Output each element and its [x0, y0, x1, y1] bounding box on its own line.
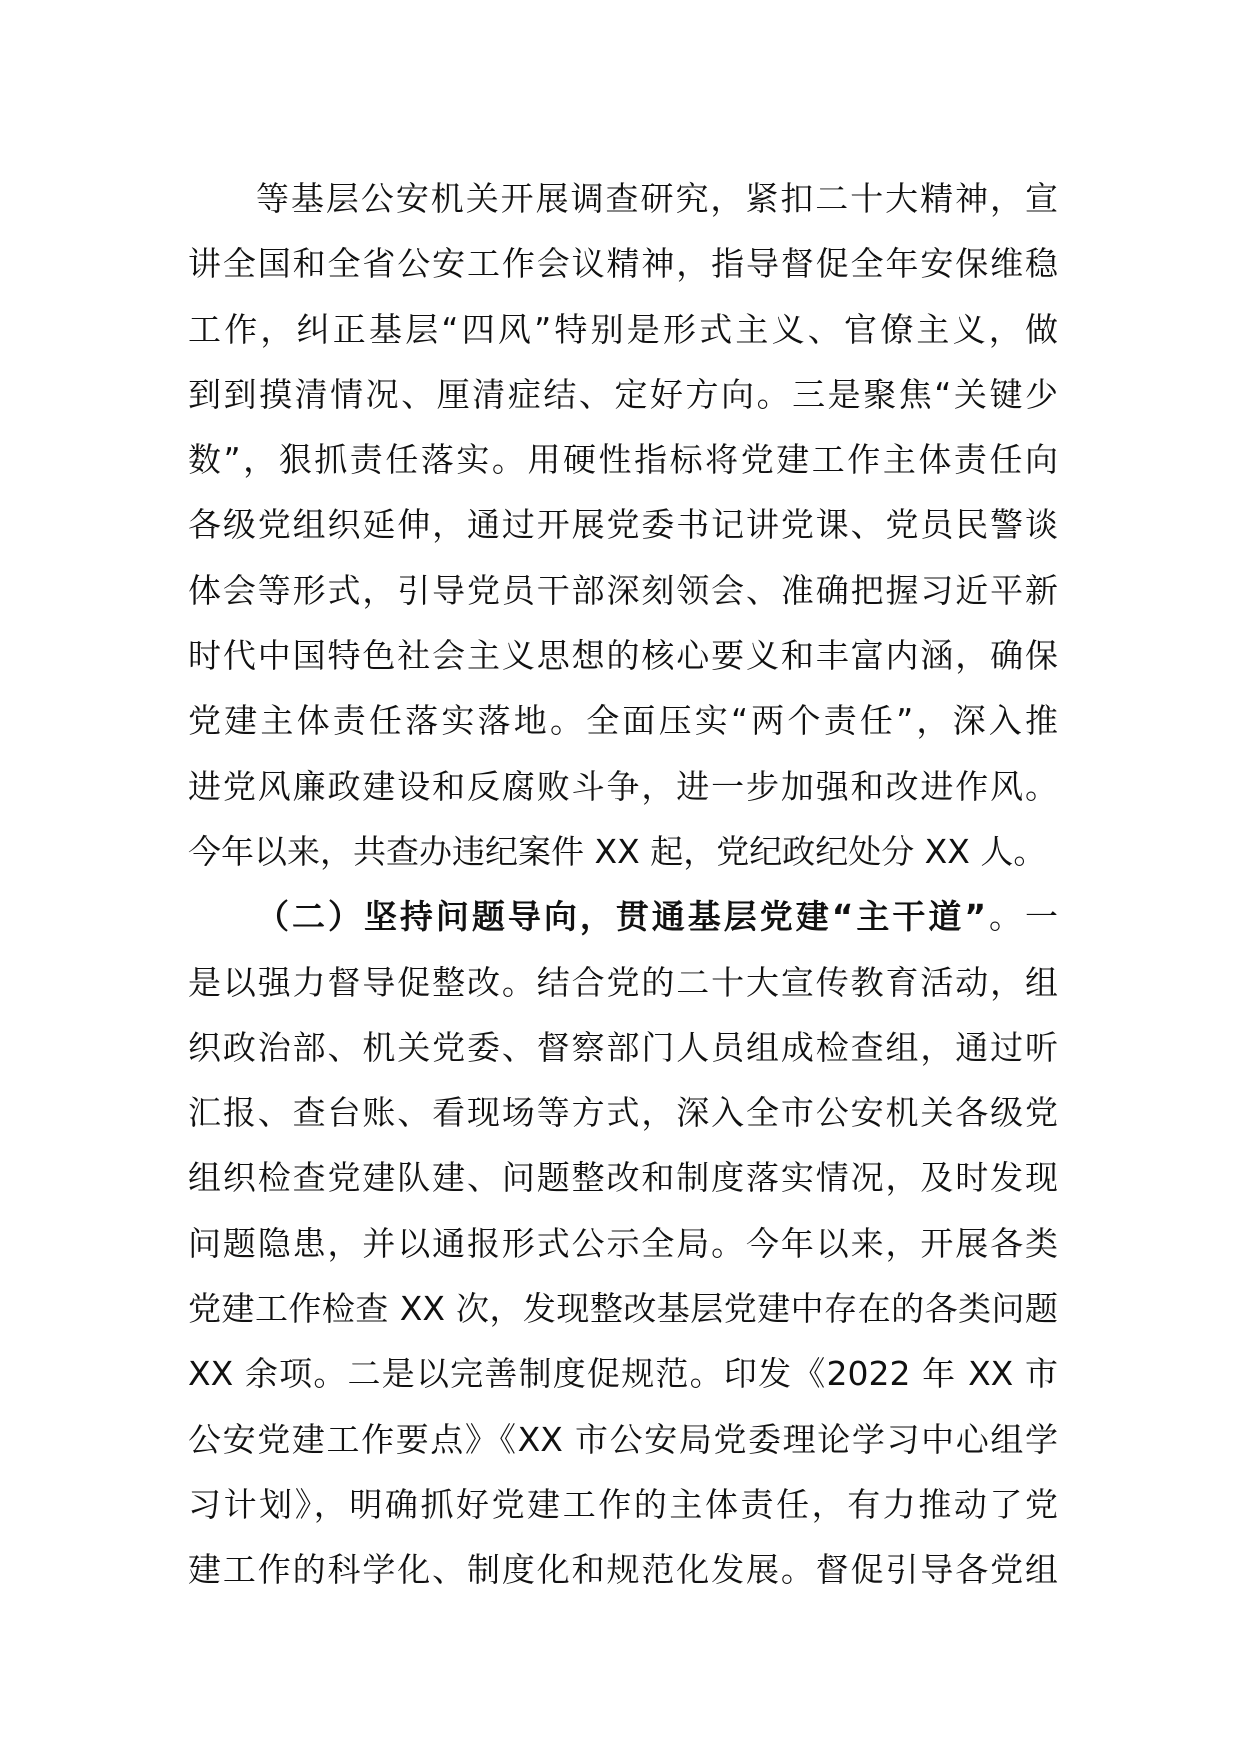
- paragraph-line: 党建工作检查 XX 次，发现整改基层党建中存在的各类问题: [188, 1289, 1058, 1329]
- paragraph-line: 是以强力督导促整改。结合党的二十大宣传教育活动，组: [188, 962, 1058, 1002]
- paragraph-line: 组织检查党建队建、问题整改和制度落实情况，及时发现: [188, 1158, 1058, 1198]
- paragraph-line: 织政治部、机关党委、督察部门人员组成检查组，通过听: [188, 1027, 1058, 1067]
- section-heading: （二）坚持问题导向，贯通基层党建“主干道”: [256, 897, 987, 937]
- paragraph-line: 公安党建工作要点》《XX 市公安局党委理论学习中心组学: [188, 1419, 1058, 1459]
- paragraph-line: 时代中国特色社会主义思想的核心要义和丰富内涵，确保: [188, 636, 1058, 676]
- paragraph-line: 进党风廉政建设和反腐败斗争，进一步加强和改进作风。: [188, 766, 1058, 806]
- paragraph-line: 各级党组织延伸，通过开展党委书记讲党课、党员民警谈: [188, 505, 1058, 545]
- paragraph-line: 习计划》，明确抓好党建工作的主体责任，有力推动了党: [188, 1484, 1058, 1524]
- paragraph-line: 党建主体责任落实落地。全面压实“两个责任”，深入推: [188, 701, 1058, 741]
- paragraph-line: XX 余项。二是以完善制度促规范。印发《2022 年 XX 市: [188, 1354, 1058, 1394]
- section-heading-tail: 。一: [986, 897, 1058, 937]
- section-heading-line: [188, 884, 1058, 949]
- paragraph-line: 今年以来，共查办违纪案件 XX 起，党纪政纪处分 XX 人。: [188, 831, 1047, 871]
- paragraph-line: 汇报、查台账、看现场等方式，深入全市公安机关各级党: [188, 1093, 1058, 1133]
- paragraph-line: 问题隐患，并以通报形式公示全局。今年以来，开展各类: [188, 1223, 1058, 1263]
- paragraph-line: 等基层公安机关开展调查研究，紧扣二十大精神，宣: [256, 179, 1058, 218]
- paragraph-line: 数”，狠抓责任落实。用硬性指标将党建工作主体责任向: [188, 440, 1058, 480]
- paragraph-line: 工作，纠正基层“四风”特别是形式主义、官僚主义，做: [188, 309, 1058, 349]
- paragraph-line: 建工作的科学化、制度化和规范化发展。督促引导各党组: [188, 1550, 1058, 1590]
- paragraph-line: 到到摸清情况、厘清症结、定好方向。三是聚焦“关键少: [188, 374, 1058, 414]
- paragraph-line: 体会等形式，引导党员干部深刻领会、准确把握习近平新: [188, 570, 1058, 610]
- paragraph-line: 讲全国和全省公安工作会议精神，指导督促全年安保维稳: [188, 244, 1058, 284]
- body-text: [188, 166, 1058, 1603]
